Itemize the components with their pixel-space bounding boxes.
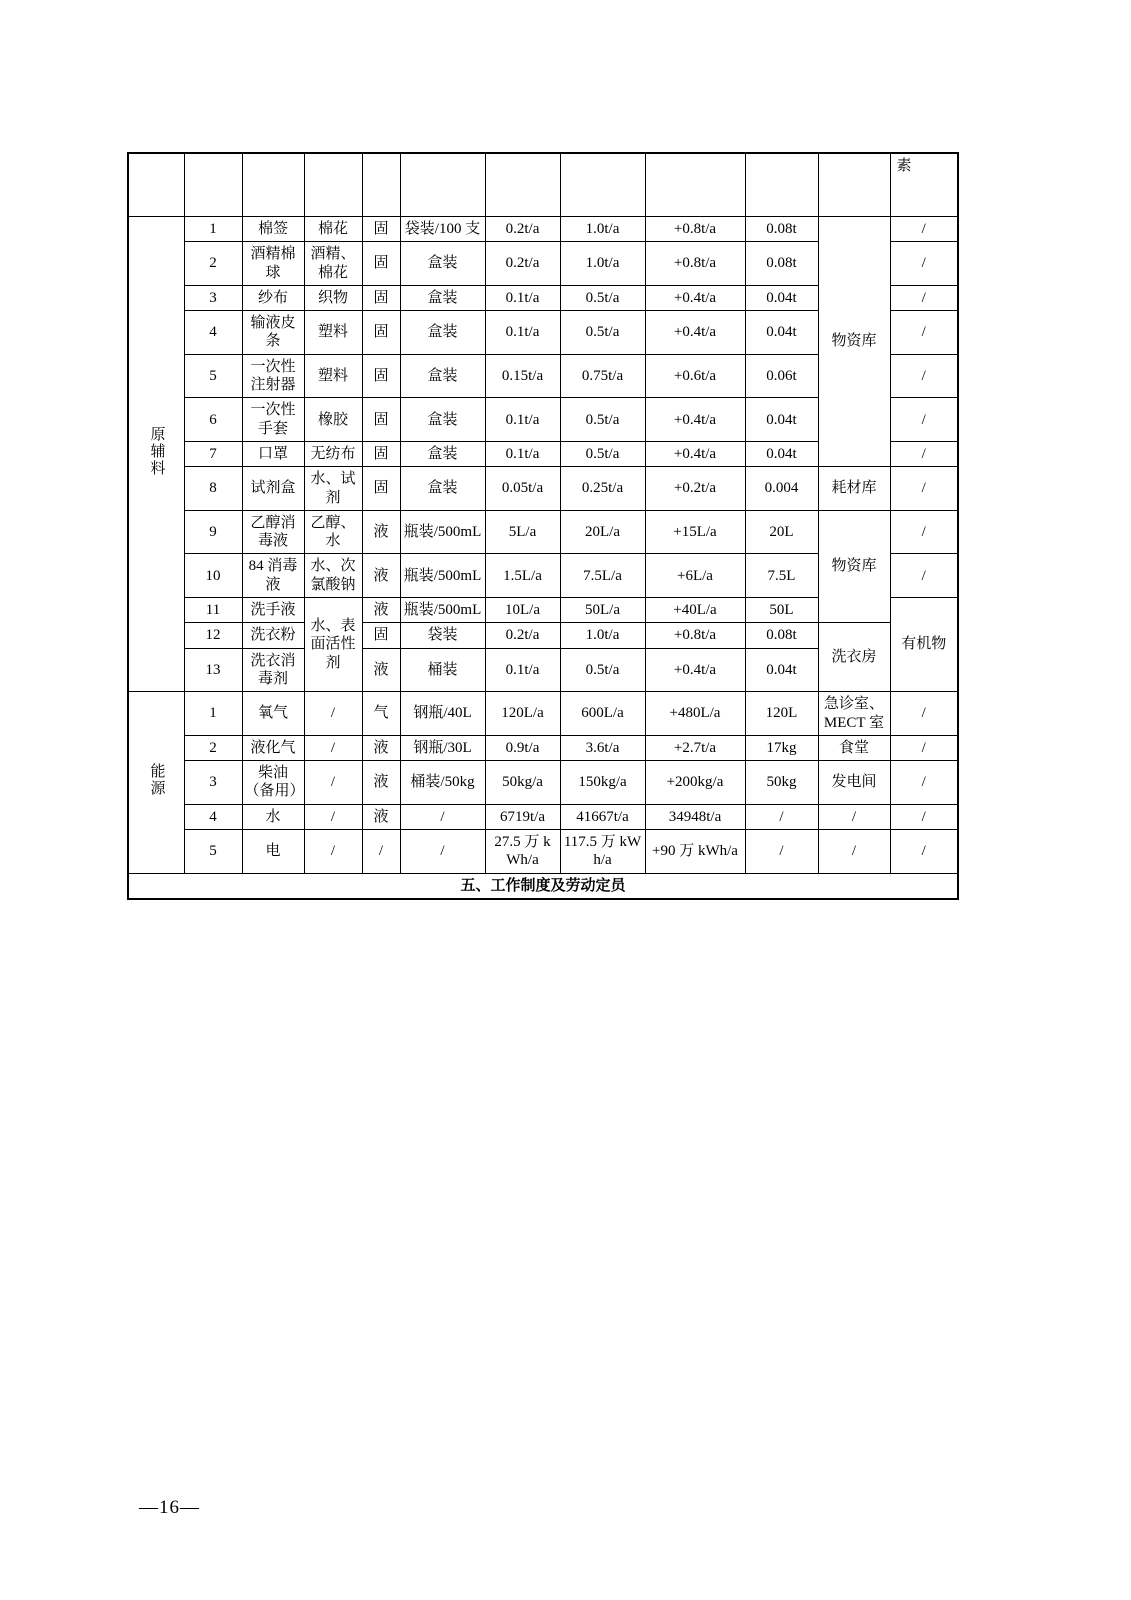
cell-last: / bbox=[890, 441, 958, 466]
cell-package: 钢瓶/30L bbox=[400, 735, 485, 760]
cell-blank bbox=[362, 153, 400, 217]
cell-name: 一次性注射器 bbox=[242, 354, 304, 398]
cell-composition: / bbox=[304, 761, 362, 805]
cell-value-3: +0.4t/a bbox=[645, 398, 745, 442]
cell-name: 输液皮条 bbox=[242, 311, 304, 355]
cell-no: 4 bbox=[184, 311, 242, 355]
cell-blank bbox=[560, 153, 645, 217]
cell-last: 有机物 bbox=[890, 598, 958, 692]
cell-value-4: 50kg bbox=[745, 761, 818, 805]
cell-value-4: 50L bbox=[745, 598, 818, 623]
cell-blank bbox=[818, 153, 890, 217]
cell-value-4: 0.08t bbox=[745, 242, 818, 286]
section-heading-row bbox=[128, 873, 958, 899]
cell-value-2: 0.5t/a bbox=[560, 311, 645, 355]
cell-value-1: 0.2t/a bbox=[485, 242, 560, 286]
table-body bbox=[128, 153, 958, 899]
cell-value-1: 0.2t/a bbox=[485, 623, 560, 648]
cell-value-4: / bbox=[745, 830, 818, 874]
cell-last: / bbox=[890, 242, 958, 286]
cell-no: 11 bbox=[184, 598, 242, 623]
table-row bbox=[128, 217, 958, 242]
cell-value-1: 0.1t/a bbox=[485, 441, 560, 466]
cell-last: / bbox=[890, 217, 958, 242]
cell-name: 一次性手套 bbox=[242, 398, 304, 442]
cell-package: 瓶装/500mL bbox=[400, 510, 485, 554]
cell-value-2: 1.0t/a bbox=[560, 623, 645, 648]
cell-blank bbox=[645, 153, 745, 217]
cell-state: 液 bbox=[362, 598, 400, 623]
cell-value-4: 17kg bbox=[745, 735, 818, 760]
group-label-raw-material: 原辅料 bbox=[128, 217, 184, 692]
cell-value-3: +0.4t/a bbox=[645, 285, 745, 310]
cell-fragment-text: 素 bbox=[890, 153, 958, 217]
cell-value-3: +0.2t/a bbox=[645, 467, 745, 511]
cell-state: 固 bbox=[362, 285, 400, 310]
cell-value-4: 0.004 bbox=[745, 467, 818, 511]
cell-package: 瓶装/500mL bbox=[400, 598, 485, 623]
cell-value-2: 600L/a bbox=[560, 692, 645, 736]
cell-package: 钢瓶/40L bbox=[400, 692, 485, 736]
cell-name: 试剂盒 bbox=[242, 467, 304, 511]
cell-value-1: 5L/a bbox=[485, 510, 560, 554]
cell-name: 乙醇消毒液 bbox=[242, 510, 304, 554]
cell-name: 酒精棉球 bbox=[242, 242, 304, 286]
cell-no: 3 bbox=[184, 285, 242, 310]
cell-composition: / bbox=[304, 735, 362, 760]
cell-value-4: 0.08t bbox=[745, 623, 818, 648]
table-row bbox=[128, 735, 958, 760]
cell-no: 3 bbox=[184, 761, 242, 805]
cell-value-2: 1.0t/a bbox=[560, 217, 645, 242]
cell-value-3: +0.4t/a bbox=[645, 441, 745, 466]
cell-state: 固 bbox=[362, 242, 400, 286]
cell-composition: 水、次氯酸钠 bbox=[304, 554, 362, 598]
cell-blank bbox=[242, 153, 304, 217]
cell-package: 盒装 bbox=[400, 467, 485, 511]
cell-blank bbox=[128, 153, 184, 217]
table-row bbox=[128, 510, 958, 554]
table-row bbox=[128, 467, 958, 511]
cell-state: 固 bbox=[362, 398, 400, 442]
cell-last: / bbox=[890, 692, 958, 736]
cell-composition: 酒精、棉花 bbox=[304, 242, 362, 286]
table-row bbox=[128, 692, 958, 736]
cell-value-4: 0.04t bbox=[745, 311, 818, 355]
cell-last: / bbox=[890, 398, 958, 442]
table-row bbox=[128, 761, 958, 805]
cell-value-1: 0.15t/a bbox=[485, 354, 560, 398]
cell-name: 洗衣粉 bbox=[242, 623, 304, 648]
cell-state: 液 bbox=[362, 735, 400, 760]
cell-composition: 塑料 bbox=[304, 354, 362, 398]
cell-state: 液 bbox=[362, 510, 400, 554]
cell-composition: 无纺布 bbox=[304, 441, 362, 466]
cell-blank bbox=[485, 153, 560, 217]
cell-value-1: 0.1t/a bbox=[485, 398, 560, 442]
cell-no: 1 bbox=[184, 217, 242, 242]
material-consumption-table-wrap bbox=[127, 152, 959, 900]
cell-no: 2 bbox=[184, 735, 242, 760]
cell-last: / bbox=[890, 467, 958, 511]
cell-name: 液化气 bbox=[242, 735, 304, 760]
cell-package: 盒装 bbox=[400, 354, 485, 398]
section-heading: 五、工作制度及劳动定员 bbox=[128, 873, 958, 899]
cell-state: 液 bbox=[362, 648, 400, 692]
cell-package: 桶装/50kg bbox=[400, 761, 485, 805]
cell-package: 桶装 bbox=[400, 648, 485, 692]
cell-storage: 急诊室、MECT 室 bbox=[818, 692, 890, 736]
table-row-fragment bbox=[128, 153, 958, 217]
cell-value-3: +0.6t/a bbox=[645, 354, 745, 398]
cell-value-4: 120L bbox=[745, 692, 818, 736]
cell-composition: 乙醇、水 bbox=[304, 510, 362, 554]
cell-storage: 物资库 bbox=[818, 217, 890, 467]
cell-state: 液 bbox=[362, 554, 400, 598]
cell-state: 固 bbox=[362, 354, 400, 398]
cell-last: / bbox=[890, 510, 958, 554]
cell-no: 5 bbox=[184, 830, 242, 874]
cell-package: 瓶装/500mL bbox=[400, 554, 485, 598]
cell-no: 4 bbox=[184, 804, 242, 829]
cell-no: 5 bbox=[184, 354, 242, 398]
cell-no: 7 bbox=[184, 441, 242, 466]
cell-composition: 棉花 bbox=[304, 217, 362, 242]
cell-storage: / bbox=[818, 830, 890, 874]
table-row bbox=[128, 623, 958, 648]
cell-package: / bbox=[400, 830, 485, 874]
cell-name: 洗衣消毒剂 bbox=[242, 648, 304, 692]
cell-no: 1 bbox=[184, 692, 242, 736]
group-label-energy: 能源 bbox=[128, 692, 184, 873]
cell-package: / bbox=[400, 804, 485, 829]
cell-name: 纱布 bbox=[242, 285, 304, 310]
cell-value-3: +0.8t/a bbox=[645, 623, 745, 648]
table-row bbox=[128, 804, 958, 829]
cell-last: / bbox=[890, 311, 958, 355]
cell-value-2: 0.5t/a bbox=[560, 648, 645, 692]
cell-last: / bbox=[890, 735, 958, 760]
cell-value-1: 0.2t/a bbox=[485, 217, 560, 242]
cell-blank bbox=[184, 153, 242, 217]
cell-no: 13 bbox=[184, 648, 242, 692]
cell-value-2: 50L/a bbox=[560, 598, 645, 623]
cell-state: 气 bbox=[362, 692, 400, 736]
cell-value-3: +90 万 kWh/a bbox=[645, 830, 745, 874]
cell-value-1: 0.1t/a bbox=[485, 311, 560, 355]
cell-composition: 水、表面活性剂 bbox=[304, 598, 362, 692]
cell-value-2: 0.25t/a bbox=[560, 467, 645, 511]
cell-value-3: +40L/a bbox=[645, 598, 745, 623]
cell-last: / bbox=[890, 554, 958, 598]
cell-value-3: +480L/a bbox=[645, 692, 745, 736]
cell-package: 袋装 bbox=[400, 623, 485, 648]
cell-state: 固 bbox=[362, 311, 400, 355]
cell-value-3: +0.8t/a bbox=[645, 217, 745, 242]
cell-value-3: 34948t/a bbox=[645, 804, 745, 829]
cell-value-3: +15L/a bbox=[645, 510, 745, 554]
cell-state: 液 bbox=[362, 804, 400, 829]
material-consumption-table bbox=[127, 152, 959, 900]
cell-package: 盒装 bbox=[400, 242, 485, 286]
cell-value-1: 10L/a bbox=[485, 598, 560, 623]
cell-name: 口罩 bbox=[242, 441, 304, 466]
cell-storage: 耗材库 bbox=[818, 467, 890, 511]
cell-no: 10 bbox=[184, 554, 242, 598]
cell-name: 水 bbox=[242, 804, 304, 829]
cell-last: / bbox=[890, 804, 958, 829]
cell-value-4: 20L bbox=[745, 510, 818, 554]
cell-package: 盒装 bbox=[400, 398, 485, 442]
cell-composition: 塑料 bbox=[304, 311, 362, 355]
cell-no: 12 bbox=[184, 623, 242, 648]
cell-value-1: 120L/a bbox=[485, 692, 560, 736]
cell-no: 6 bbox=[184, 398, 242, 442]
cell-value-4: 0.04t bbox=[745, 285, 818, 310]
cell-value-3: +200kg/a bbox=[645, 761, 745, 805]
cell-value-1: 0.1t/a bbox=[485, 648, 560, 692]
cell-blank bbox=[304, 153, 362, 217]
cell-composition: 水、试剂 bbox=[304, 467, 362, 511]
page-number: —16— bbox=[139, 1497, 200, 1518]
cell-composition: 橡胶 bbox=[304, 398, 362, 442]
cell-last: / bbox=[890, 830, 958, 874]
cell-name: 电 bbox=[242, 830, 304, 874]
cell-value-4: 0.08t bbox=[745, 217, 818, 242]
cell-package: 盒装 bbox=[400, 441, 485, 466]
cell-name: 柴油（备用） bbox=[242, 761, 304, 805]
cell-value-4: 0.04t bbox=[745, 441, 818, 466]
table-row bbox=[128, 830, 958, 874]
cell-storage: 洗衣房 bbox=[818, 623, 890, 692]
cell-composition: / bbox=[304, 692, 362, 736]
cell-state: / bbox=[362, 830, 400, 874]
cell-value-2: 0.75t/a bbox=[560, 354, 645, 398]
cell-value-2: 0.5t/a bbox=[560, 441, 645, 466]
cell-state: 固 bbox=[362, 467, 400, 511]
cell-no: 2 bbox=[184, 242, 242, 286]
cell-package: 袋装/100 支 bbox=[400, 217, 485, 242]
cell-value-4: / bbox=[745, 804, 818, 829]
cell-blank bbox=[400, 153, 485, 217]
cell-state: 液 bbox=[362, 761, 400, 805]
cell-value-1: 1.5L/a bbox=[485, 554, 560, 598]
cell-storage: 物资库 bbox=[818, 510, 890, 622]
cell-name: 氧气 bbox=[242, 692, 304, 736]
cell-composition: / bbox=[304, 804, 362, 829]
cell-last: / bbox=[890, 354, 958, 398]
cell-value-2: 20L/a bbox=[560, 510, 645, 554]
cell-no: 9 bbox=[184, 510, 242, 554]
cell-state: 固 bbox=[362, 441, 400, 466]
cell-value-1: 0.9t/a bbox=[485, 735, 560, 760]
cell-value-3: +0.4t/a bbox=[645, 311, 745, 355]
cell-package: 盒装 bbox=[400, 311, 485, 355]
cell-blank bbox=[745, 153, 818, 217]
cell-composition: / bbox=[304, 830, 362, 874]
cell-value-2: 150kg/a bbox=[560, 761, 645, 805]
cell-storage: 发电间 bbox=[818, 761, 890, 805]
cell-value-4: 0.06t bbox=[745, 354, 818, 398]
cell-state: 固 bbox=[362, 217, 400, 242]
cell-value-1: 0.05t/a bbox=[485, 467, 560, 511]
cell-package: 盒装 bbox=[400, 285, 485, 310]
cell-value-2: 7.5L/a bbox=[560, 554, 645, 598]
cell-name: 棉签 bbox=[242, 217, 304, 242]
cell-last: / bbox=[890, 761, 958, 805]
cell-value-1: 50kg/a bbox=[485, 761, 560, 805]
cell-value-2: 1.0t/a bbox=[560, 242, 645, 286]
cell-storage: 食堂 bbox=[818, 735, 890, 760]
cell-state: 固 bbox=[362, 623, 400, 648]
cell-name: 84 消毒液 bbox=[242, 554, 304, 598]
cell-value-3: +2.7t/a bbox=[645, 735, 745, 760]
cell-value-1: 6719t/a bbox=[485, 804, 560, 829]
cell-value-3: +6L/a bbox=[645, 554, 745, 598]
cell-value-1: 27.5 万 kWh/a bbox=[485, 830, 560, 874]
cell-value-4: 7.5L bbox=[745, 554, 818, 598]
cell-last: / bbox=[890, 285, 958, 310]
cell-value-3: +0.4t/a bbox=[645, 648, 745, 692]
cell-value-1: 0.1t/a bbox=[485, 285, 560, 310]
cell-composition: 织物 bbox=[304, 285, 362, 310]
cell-value-2: 117.5 万 kWh/a bbox=[560, 830, 645, 874]
cell-value-4: 0.04t bbox=[745, 398, 818, 442]
cell-value-2: 41667t/a bbox=[560, 804, 645, 829]
cell-value-2: 0.5t/a bbox=[560, 398, 645, 442]
cell-no: 8 bbox=[184, 467, 242, 511]
cell-value-2: 0.5t/a bbox=[560, 285, 645, 310]
cell-value-2: 3.6t/a bbox=[560, 735, 645, 760]
cell-value-4: 0.04t bbox=[745, 648, 818, 692]
cell-storage: / bbox=[818, 804, 890, 829]
cell-value-3: +0.8t/a bbox=[645, 242, 745, 286]
cell-name: 洗手液 bbox=[242, 598, 304, 623]
